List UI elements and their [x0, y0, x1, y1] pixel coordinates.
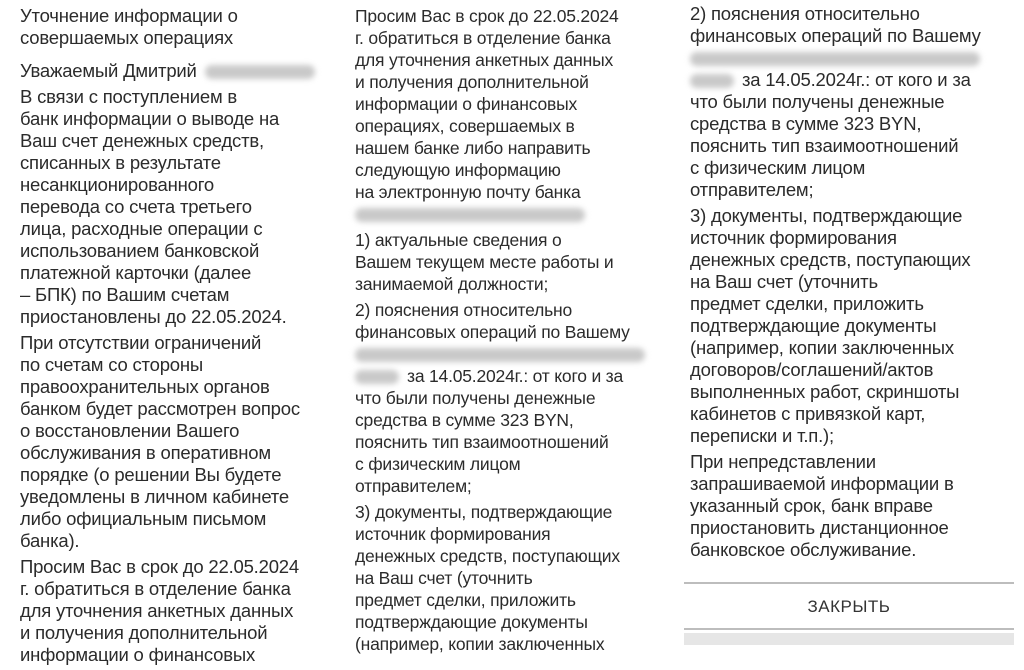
- text-line: [690, 271, 988, 293]
- text-line: [355, 299, 653, 321]
- line-text: за 14.05.2024г.: от кого и за: [407, 366, 624, 386]
- message-body: [690, 3, 988, 565]
- line-text: пояснить тип взаимоотношений: [690, 135, 959, 156]
- line-text: Уважаемый Дмитрий: [20, 60, 197, 81]
- line-text: кабинетов с привязкой карт,: [690, 403, 926, 424]
- message-body: [355, 5, 653, 659]
- text-line: [355, 501, 653, 523]
- line-text: При непредставлении: [690, 451, 876, 472]
- line-text: средства в сумме 323 BYN,: [690, 113, 922, 134]
- text-line: [355, 431, 653, 453]
- text-line: [20, 306, 323, 328]
- line-text: банком будет рассмотрен вопрос: [20, 398, 300, 419]
- line-text: – БПК) по Вашим счетам: [20, 284, 230, 305]
- line-text: либо официальным письмом: [20, 508, 267, 529]
- line-text: банк информации о выводе на: [20, 108, 280, 129]
- redacted-text: [690, 52, 980, 66]
- text-line: [690, 135, 988, 157]
- line-text: для уточнения анкетных данных: [355, 50, 614, 70]
- line-text: для уточнения анкетных данных: [20, 600, 294, 621]
- line-text: с физическим лицом: [690, 157, 866, 178]
- text-line: [690, 293, 988, 315]
- text-line: [20, 5, 323, 27]
- line-text: предмет сделки, приложить: [355, 590, 576, 610]
- text-line: [355, 409, 653, 431]
- line-text: на электронную почту банка: [355, 182, 581, 202]
- text-line: [355, 71, 653, 93]
- line-text: источник формирования: [355, 524, 551, 544]
- text-line: [690, 425, 988, 447]
- message-title: [20, 5, 323, 49]
- text-line: [690, 249, 988, 271]
- text-line: [355, 27, 653, 49]
- line-text: приостановить дистанционное: [690, 517, 949, 538]
- text-line: [20, 486, 323, 508]
- text-line: [690, 359, 988, 381]
- line-text: г. обратиться в отделение банка: [355, 28, 611, 48]
- line-text: обслуживания в оперативном: [20, 442, 271, 463]
- message-screenshot-1: [0, 0, 340, 665]
- line-text: на Ваш счет (уточнить: [690, 271, 878, 292]
- message-screenshot-2: [340, 0, 680, 654]
- text-line: [355, 115, 653, 137]
- line-text: (например, копии заключенных: [690, 337, 954, 358]
- text-line: [20, 420, 323, 442]
- line-text: банка).: [20, 530, 80, 551]
- line-text: Просим Вас в срок до 22.05.2024: [20, 556, 299, 577]
- paragraph: [355, 5, 653, 225]
- line-text: по счетам со стороны: [20, 354, 203, 375]
- line-text: занимаемой должности;: [355, 274, 549, 294]
- line-text: финансовых операций по Вашему: [355, 322, 630, 342]
- text-line: [20, 240, 323, 262]
- text-line: [20, 442, 323, 464]
- text-line: [690, 47, 988, 69]
- line-text: использованием банковской: [20, 240, 260, 261]
- line-text: и получения дополнительной: [355, 72, 589, 92]
- line-text: нашем банке либо направить: [355, 138, 591, 158]
- line-text: Уточнение информации о: [20, 5, 238, 26]
- line-text: на Ваш счет (уточнить: [355, 568, 533, 588]
- redacted-text: [205, 65, 315, 79]
- text-line: [355, 611, 653, 633]
- text-line: [20, 152, 323, 174]
- text-line: [355, 93, 653, 115]
- text-line: [20, 376, 323, 398]
- line-text: и получения дополнительной: [20, 622, 268, 643]
- line-text: за 14.05.2024г.: от кого и за: [742, 69, 971, 90]
- line-text: 3) документы, подтверждающие: [690, 205, 963, 226]
- text-line: [355, 5, 653, 27]
- redacted-text: [690, 74, 734, 88]
- line-text: уведомлены в личном кабинете: [20, 486, 289, 507]
- text-line: [20, 508, 323, 530]
- text-line: [690, 205, 988, 227]
- line-text: Вашем текущем месте работы и: [355, 252, 614, 272]
- bottom-bar: [684, 633, 1014, 645]
- line-text: правоохранительных органов: [20, 376, 270, 397]
- text-line: [355, 365, 653, 387]
- line-text: запрашиваемой информации в: [690, 473, 954, 494]
- line-text: 3) документы, подтверждающие: [355, 502, 613, 522]
- text-line: [20, 578, 323, 600]
- text-line: [690, 113, 988, 135]
- text-line: [355, 181, 653, 203]
- paragraph: [20, 86, 323, 328]
- line-text: Просим Вас в срок до 22.05.2024: [355, 6, 619, 26]
- line-text: порядке (о решении Вы будете: [20, 464, 282, 485]
- line-text: выполненных работ, скриншоты: [690, 381, 960, 402]
- text-line: [20, 27, 323, 49]
- line-text: что были получены денежные: [355, 388, 596, 408]
- divider: [684, 582, 1014, 584]
- paragraph: [355, 501, 653, 655]
- line-text: платежной карточки (далее: [20, 262, 252, 283]
- line-text: подтверждающие документы: [355, 612, 588, 632]
- line-text: денежных средств, поступающих: [690, 249, 971, 270]
- text-line: [20, 196, 323, 218]
- divider: [684, 628, 1014, 630]
- text-line: [20, 86, 323, 108]
- line-text: лица, расходные операции с: [20, 218, 263, 239]
- text-line: [20, 108, 323, 130]
- text-line: [355, 159, 653, 181]
- line-text: с физическим лицом: [355, 454, 521, 474]
- line-text: информации о финансовых: [355, 94, 578, 114]
- text-line: [690, 157, 988, 179]
- redacted-text: [355, 370, 399, 384]
- line-text: источник формирования: [690, 227, 897, 248]
- text-line: [355, 343, 653, 365]
- line-text: финансовых операций по Вашему: [690, 25, 981, 46]
- redacted-text: [355, 348, 645, 362]
- text-line: [20, 464, 323, 486]
- line-text: несанкционированного: [20, 174, 214, 195]
- text-line: [20, 174, 323, 196]
- text-line: [20, 284, 323, 306]
- line-text: В связи с поступлением в: [20, 86, 238, 107]
- text-line: [355, 49, 653, 71]
- line-text: средства в сумме 323 BYN,: [355, 410, 574, 430]
- line-text: пояснить тип взаимоотношений: [355, 432, 609, 452]
- line-text: отправителем;: [690, 179, 814, 200]
- line-text: переписки и т.п.);: [690, 425, 834, 446]
- text-line: [355, 203, 653, 225]
- text-line: [355, 321, 653, 343]
- text-line: [355, 633, 653, 655]
- text-line: [355, 229, 653, 251]
- line-text: следующую информацию: [355, 160, 561, 180]
- line-text: списанных в результате: [20, 152, 221, 173]
- text-line: [20, 622, 323, 644]
- text-line: [690, 315, 988, 337]
- text-line: [20, 600, 323, 622]
- text-line: [355, 475, 653, 497]
- text-line: [20, 530, 323, 552]
- text-line: [690, 495, 988, 517]
- paragraph: [690, 3, 988, 201]
- text-line: [20, 556, 323, 578]
- line-text: перевода со счета третьего: [20, 196, 252, 217]
- text-line: [690, 403, 988, 425]
- text-line: [355, 387, 653, 409]
- text-line: [690, 227, 988, 249]
- line-text: 2) пояснения относительно: [355, 300, 573, 320]
- line-text: 1) актуальные сведения о: [355, 230, 562, 250]
- text-line: [355, 251, 653, 273]
- message-screenshot-3: [680, 0, 1024, 641]
- text-line: [355, 545, 653, 567]
- text-line: [690, 381, 988, 403]
- paragraph: [20, 556, 323, 666]
- text-line: [690, 539, 988, 561]
- message-body: [20, 5, 323, 670]
- redacted-text: [355, 208, 585, 222]
- line-text: операциях, совершаемых в: [355, 116, 575, 136]
- line-text: приостановлены до 22.05.2024.: [20, 306, 287, 327]
- text-line: [20, 60, 323, 82]
- close-button[interactable]: ЗАКРЫТЬ: [807, 597, 891, 616]
- line-text: указанный срок, банк вправе: [690, 495, 933, 516]
- line-text: что были получены денежные: [690, 91, 945, 112]
- text-line: [355, 589, 653, 611]
- line-text: банковское обслуживание.: [690, 539, 917, 560]
- paragraph: [355, 229, 653, 295]
- text-line: [355, 567, 653, 589]
- line-text: При отсутствии ограничений: [20, 332, 262, 353]
- text-line: [355, 137, 653, 159]
- line-text: совершаемых операциях: [20, 27, 233, 48]
- text-line: [355, 273, 653, 295]
- paragraph: [20, 60, 323, 82]
- line-text: денежных средств, поступающих: [355, 546, 620, 566]
- line-text: подтверждающие документы: [690, 315, 937, 336]
- paragraph: [690, 205, 988, 447]
- line-text: о восстановлении Вашего: [20, 420, 240, 441]
- text-line: [20, 262, 323, 284]
- text-line: [690, 473, 988, 495]
- text-line: [20, 332, 323, 354]
- text-line: [20, 130, 323, 152]
- text-line: [690, 69, 988, 91]
- line-text: информации о финансовых: [20, 644, 255, 665]
- text-line: [20, 218, 323, 240]
- text-line: [690, 25, 988, 47]
- line-text: отправителем;: [355, 476, 472, 496]
- line-text: договоров/соглашений/актов: [690, 359, 934, 380]
- text-line: [690, 337, 988, 359]
- line-text: 2) пояснения относительно: [690, 3, 920, 24]
- paragraph: [690, 451, 988, 561]
- close-area: [680, 578, 1024, 648]
- text-line: [20, 398, 323, 420]
- text-line: [690, 451, 988, 473]
- text-line: [20, 644, 323, 666]
- line-text: предмет сделки, приложить: [690, 293, 924, 314]
- text-line: [690, 179, 988, 201]
- text-line: [690, 91, 988, 113]
- line-text: г. обратиться в отделение банка: [20, 578, 291, 599]
- text-line: [355, 453, 653, 475]
- paragraph: [20, 332, 323, 552]
- paragraph: [355, 299, 653, 497]
- line-text: Ваш счет денежных средств,: [20, 130, 264, 151]
- text-line: [690, 517, 988, 539]
- text-line: [20, 354, 323, 376]
- text-line: [690, 3, 988, 25]
- text-line: [355, 523, 653, 545]
- line-text: (например, копии заключенных: [355, 634, 605, 654]
